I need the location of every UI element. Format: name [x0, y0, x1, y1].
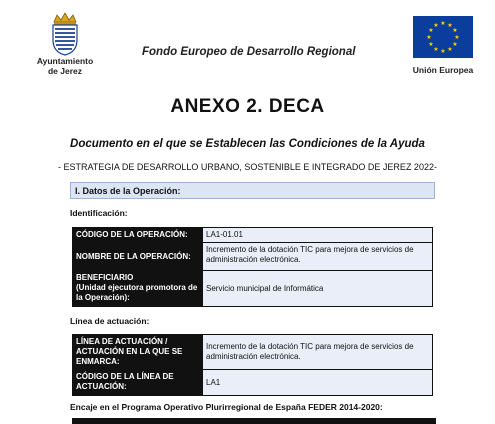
svg-text:★: ★ [447, 46, 453, 53]
row-value: LA1-01.01 [203, 228, 433, 243]
coat-of-arms-icon [48, 12, 82, 56]
svg-text:★: ★ [433, 46, 439, 53]
table-row [73, 335, 433, 370]
linea-label: Línea de actuación: [70, 316, 150, 326]
row-value: Incremento de la dotación TIC para mejora de servicios de administración electrónica. [203, 335, 433, 370]
section-heading: I. Datos de la Operación: [70, 182, 435, 199]
table-row [73, 271, 433, 307]
row-value: LA1 [203, 370, 433, 396]
eu-logo [412, 16, 474, 75]
encaje-label: Encaje en el Programa Operativo Plurirregional de España FEDER 2014-2020: [70, 402, 383, 412]
svg-text:★: ★ [454, 34, 460, 41]
row-key: BENEFICIARIO (Unidad ejecutora promotora de la Operación): [73, 271, 203, 307]
eu-flag-icon [413, 16, 473, 58]
row-key: NOMBRE DE LA OPERACIÓN: [73, 243, 203, 271]
svg-text:★: ★ [426, 34, 432, 41]
logo-label-line2: de Jerez [47, 66, 83, 76]
row-key: CÓDIGO DE LA LÍNEA DE ACTUACIÓN: [73, 370, 203, 396]
document-subtitle: Documento en el que se Establecen las Condiciones de la Ayuda [70, 138, 425, 150]
svg-text:★: ★ [447, 22, 453, 29]
svg-text:★: ★ [433, 22, 439, 29]
svg-text:★: ★ [452, 27, 458, 34]
table-row [73, 243, 433, 271]
annex-title: ANEXO 2. DECA [170, 96, 325, 117]
row-value: Incremento de la dotación TIC para mejora de servicios de administración electrónica. [203, 243, 433, 271]
ayuntamiento-logo [30, 12, 100, 76]
svg-text:★: ★ [428, 27, 434, 34]
identificacion-label: Identificación: [70, 208, 128, 218]
table-row [73, 370, 433, 396]
svg-text:★: ★ [428, 41, 434, 48]
table-row [73, 228, 433, 243]
document-header [0, 0, 495, 80]
row-key: LÍNEA DE ACTUACIÓN / ACTUACIÓN EN LA QUE SE ENMARCA: [73, 335, 203, 370]
svg-text:★: ★ [440, 20, 446, 27]
eu-logo-label: Unión Europea [412, 65, 474, 75]
next-table-edge [72, 418, 436, 424]
strategy-line: - ESTRATEGIA DE DESARROLLO URBANO, SOSTENIBLE E INTEGRADO DE JEREZ 2022- [58, 162, 437, 172]
row-value: Servicio municipal de Informática [203, 271, 433, 307]
row-key: CÓDIGO DE LA OPERACIÓN: [73, 228, 203, 243]
linea-table [72, 334, 433, 396]
logo-label-line1: Ayuntamiento [36, 56, 94, 66]
identificacion-table [72, 227, 433, 307]
header-title: Fondo Europeo de Desarrollo Regional [142, 46, 356, 58]
svg-text:★: ★ [440, 48, 446, 55]
svg-text:★: ★ [452, 41, 458, 48]
